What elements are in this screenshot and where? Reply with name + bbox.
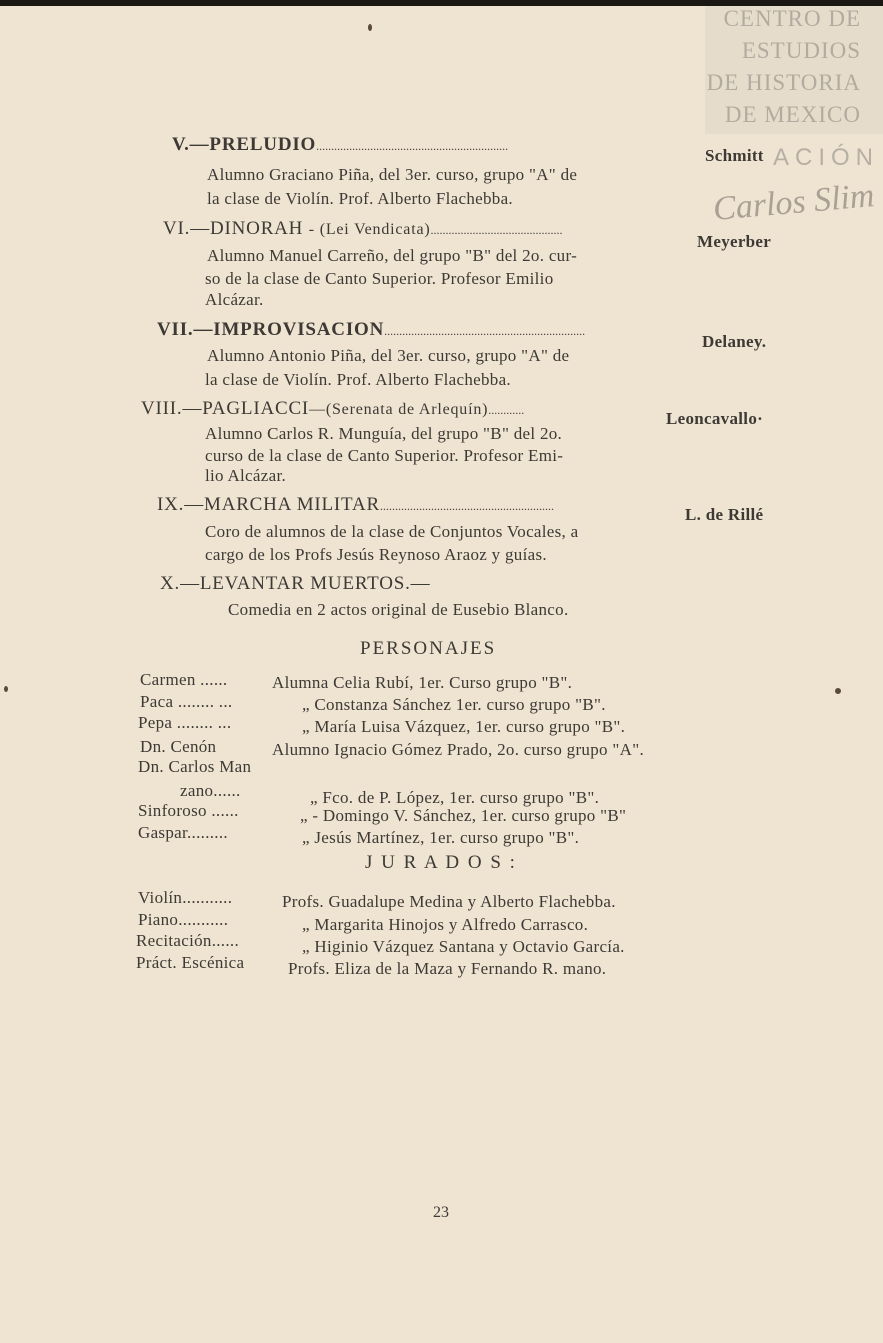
cast-role: Gaspar.........	[138, 823, 228, 842]
jury-members: „ Higinio Vázquez Santana y Octavio García.	[302, 937, 625, 956]
program-item-line: cargo de los Profs Jesús Reynoso Araoz y guías.	[205, 545, 547, 564]
ink-speck	[368, 24, 372, 31]
dot-leader: ................................................................	[316, 139, 509, 153]
jury-role: Recitación......	[136, 931, 239, 950]
watermark-line: CENTRO DE	[723, 6, 861, 31]
program-item-title: X.—LEVANTAR MUERTOS.—	[160, 573, 431, 594]
composer: Schmitt	[705, 146, 764, 165]
page-number: 23	[433, 1204, 449, 1221]
cast-actor: Alumna Celia Rubí, 1er. Curso grupo "B".	[272, 673, 573, 692]
program-item-line: Alumno Manuel Carreño, del grupo "B" del 2o. cur-	[207, 246, 578, 265]
jury-members: Profs. Guadalupe Medina y Alberto Flachebba.	[282, 892, 616, 911]
cast-role: Paca ........ ...	[140, 692, 233, 711]
program-item-line: Alumno Graciano Piña, del 3er. curso, grupo "A" de	[207, 165, 578, 184]
program-item-title: VIII.—PAGLIACCI—(Serenata de Arlequín)............	[141, 398, 525, 419]
program-item-line: Comedia en 2 actos original de Eusebio Blanco.	[228, 600, 569, 619]
ink-speck	[4, 686, 8, 692]
program-item-line: Alcázar.	[205, 290, 264, 309]
program-page	[0, 6, 883, 1343]
cast-role: Pepa ........ ...	[138, 713, 232, 732]
watermark-line: ESTUDIOS	[741, 38, 861, 63]
watermark-line: DE HISTORIA	[706, 70, 861, 95]
cast-actor: „ María Luisa Vázquez, 1er. curso grupo "B".	[302, 717, 626, 736]
dot-leader: ............................................	[430, 223, 563, 237]
composer: Delaney.	[702, 332, 767, 351]
program-item-line: lio Alcázar.	[205, 466, 287, 485]
cast-role: Dn. Carlos Man	[138, 757, 252, 776]
program-item-line: la clase de Violín. Prof. Alberto Flachebba.	[205, 370, 511, 389]
composer: Meyerber	[697, 232, 772, 251]
cast-actor: „ Fco. de P. López, 1er. curso grupo "B".	[310, 788, 600, 807]
composer: Leoncavallo·	[666, 409, 764, 428]
program-item-title: V.—PRELUDIO................................................................	[172, 134, 509, 155]
cast-role: Carmen ......	[140, 670, 228, 689]
jury-role: Violín...........	[138, 888, 233, 907]
personajes-heading: PERSONAJES	[360, 638, 497, 659]
jury-members: „ Margarita Hinojos y Alfredo Carrasco.	[302, 915, 589, 934]
program-item-line: Alumno Antonio Piña, del 3er. curso, grupo "A" de	[207, 346, 570, 365]
dot-leader: ..........................................................	[379, 499, 554, 513]
program-item-line: so de la clase de Canto Superior. Profesor Emilio	[205, 269, 554, 288]
jury-members: Profs. Eliza de la Maza y Fernando R. mano.	[288, 959, 607, 978]
cast-actor: „ Jesús Martínez, 1er. curso grupo "B".	[302, 828, 580, 847]
jurados-heading: J U R A D O S :	[365, 852, 517, 873]
cast-role: zano......	[180, 781, 241, 800]
watermark-line: DE MEXICO	[724, 102, 861, 127]
program-item-title: VII.—IMPROVISACION...................................................................	[157, 319, 586, 340]
cast-actor: Alumno Ignacio Gómez Prado, 2o. curso grupo "A".	[272, 740, 644, 759]
watermark-foundation: ACIÓN	[772, 144, 879, 171]
composer: L. de Rillé	[685, 505, 764, 524]
cast-role: Sinforoso ......	[138, 801, 239, 820]
dot-leader: ...................................................................	[384, 324, 586, 338]
dot-leader: ............	[488, 403, 525, 417]
ink-speck	[835, 688, 841, 694]
program-item-line: Coro de alumnos de la clase de Conjuntos Vocales, a	[205, 522, 579, 541]
cast-role: Dn. Cenón	[140, 737, 217, 756]
cast-actor: „ Constanza Sánchez 1er. curso grupo "B".	[302, 695, 606, 714]
watermark-signature: Carlos Slim	[712, 177, 877, 228]
cast-actor: „ - Domingo V. Sánchez, 1er. curso grupo "B"	[300, 806, 627, 825]
program-item-line: la clase de Violín. Prof. Alberto Flachebba.	[207, 189, 513, 208]
jury-role: Práct. Escénica	[136, 953, 245, 972]
program-item-line: Alumno Carlos R. Munguía, del grupo "B" del 2o.	[205, 424, 563, 443]
jury-role: Piano...........	[138, 910, 229, 929]
program-item-title: IX.—MARCHA MILITAR..........................................................	[157, 494, 554, 515]
program-item-line: curso de la clase de Canto Superior. Profesor Emi-	[205, 446, 564, 465]
program-item-title: VI.—DINORAH - (Lei Vendicata)............................................	[163, 218, 563, 239]
